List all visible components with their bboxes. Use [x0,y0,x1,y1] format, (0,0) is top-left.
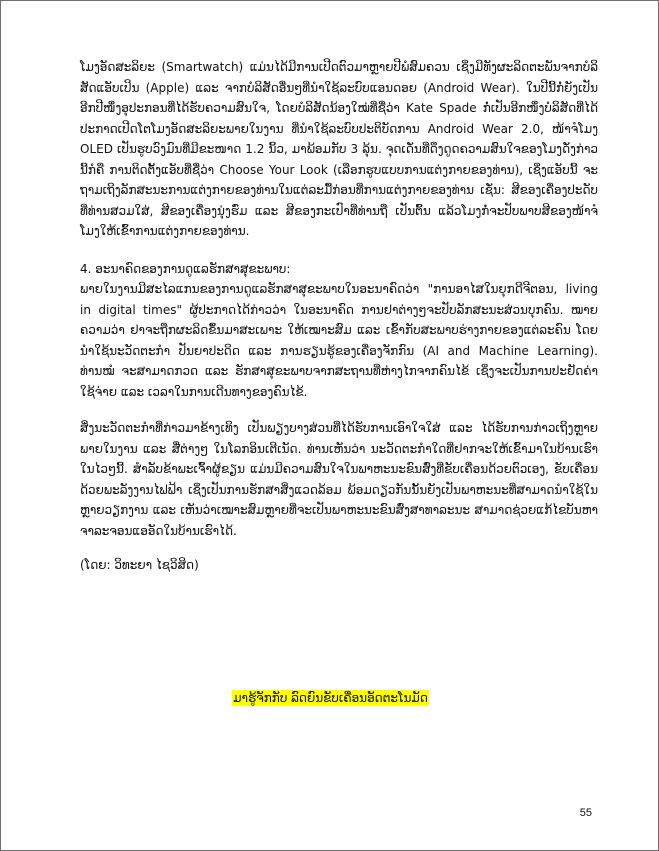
page-number: 55 [579,807,592,819]
author-credit: (ໂດຍ: ວິທະຍາ ໄຊວິສິດ) [80,558,199,572]
section-heading: 4. ອະນາຄົດຂອງການດູແລຮັກສາສຸຂະພາບ: [80,261,291,276]
paragraph-healthcare: ພາຍໃນງານມີສະໄລແກນຂອງການດູແລຮັກສາສຸຂະພາບໃນອະນາຄົດວ່າ "ການອາໄສໃນຍຸກດີຈີຕອນ, living in digital times" ຜູ້ປະກາດໄດ້ກ່າວວ່າ ໃນອະນາຄົດ ການຢາຕ່າງໆຈະປັບລັກສະນະສ່ວນບຸກຄົນ. ໝາຍຄວາມວ່າ ຢາຈະຖືກຜະລິດຂຶ້ນມາສະເພາະ ໃຫ້ເໝາະສົມ ແລະ ເຂົ້າກັບສະພາບຮ່າງກາຍຂອງແຕ່ລະຄົນ ໂດຍນຳໃຊ້ນະວັດຕະກຳ ປັນຍາປະດິດ ແລະ ການຮຽນຮູ້ຂອງເຄື່ອງຈັກກົນ (AI and Machine Learning). ທ່ານໝໍ ຈະສາມາດກວດ ແລະ ຮັກສາສຸຂະພາບຈາກສະຖານທີ່ຫ່າງໄກຈາກຄົນໄຂ້ ເຊິ່ງຈະເປັນການປະຢັດຄ່າໃຊ້ຈ່າຍ ແລະ ເວລາໃນການເດີນທາງຂອງຄົນໄຂ້. [80,282,598,399]
paragraph-spacer [80,242,598,259]
highlight-line [1,689,659,707]
highlighted-text: ມາຮູ້ຈັກກັບ ລົດຍົນຂັບເຄື່ອນອັດຕະໂນມັດ [233,691,428,705]
paragraph-conclusion: ສິ່ງນະວັດຕະກຳທີ່ກ່າວມາຂ້າງເທິງ ເປັນພຽງບາງສ່ວນທີ່ໄດ້ຮັບການເອົາໃຈໃສ່ ແລະ ໄດ້ຮັບການກ່າວເຖິງຫຼາຍພາຍໃນງານ ແລະ ສື່ຕ່າງໆ ໃນໂລກອິນເຕີເນັດ. ທ່ານເຫັນວ່າ ນະວັດຕະກຳໃດທີ່ຢາກຈະໃຫ້ເຂົ້າມາໃນບ້ານເຮົາໃນໄວໆນີ້. ສຳລັບຂ້າພະເຈົ້າຜູ້ຂຽນ ແມ່ນມີຄວາມສົນໃຈໃນພາຫະນະຂົນສົ່ງທີ່ຂັບເຄື່ອນດ້ວຍຕົວເອງ, ຂັບເຄື່ອນດ້ວຍພະລັງງານໄຟຟ້າ ເຊິ່ງເປັນການຮັກສາສິ່ງແວດລ້ອມ ພ້ອມດຽວກັນນັ້ນຍັງເປັນພາຫະນະທີ່ສາມາດນຳໃຊ້ໃນຫຼາຍວຽກງານ ແລະ ເຫັນວ່າເໝາະສົມຫຼາຍທີ່ຈະເປັນພາຫະນະຂົນສົ່ງສາທາລະນະ ສາມາດຊ່ວຍແກ້ໄຂບັນຫາຈາລະຈອນແອອັດໃນບ້ານເຮົາໄດ້. [80,421,598,538]
paragraph-spacer [80,402,598,418]
paragraph-smartwatch: ໂມງອັດສະລິຍະ (Smartwatch) ແມ່ນໄດ້ມີການເປີດຕົວມາຫຼາຍປີພໍສົມຄວນ ເຊິ່ງມີທັງຜະລິດຕະພັນຈາກບໍລິສັດແອັບເປິນ (Apple) ແລະ ຈາກບໍລິສັດອື່ນໆທີ່ນຳໃຊ້ລະບົບແອນດອຍ (Android Wear). ໃນປີນີ້ກໍ່ຍັງເປັນອີກປີໜຶ່ງອຸປະກອນທີ່ໄດ້ຮັບຄວາມສົນໃຈ, ໂດຍບໍລິສັດນ້ອງໃໝ່ທີ່ຊື່ວ່າ Kate Spade ກໍ່ເປັນອີກໜຶ່ງບໍລິສັດທີ່ໄດ້ປະກາດເປີດໂຕໂມງອັດສະລິຍະພາຍໃນງານ ທີ່ນຳໃຊ້ລະບົບປະຕິບັດການ Android Wear 2.0, ໜ້າຈໍໂມງ OLED ເປັນຮູບວົງມົນທີ່ມີຂະໜາດ 1.2 ນິ້ວ, ມາພ້ອມກັບ 3 ລຸ້ນ. ຈຸດເດັ່ນທີ່ດຶງດູດຄວາມສົນໃຈຂອງໂມງດັ່ງກ່າວນີ້ກໍຄື ການຕິດຕັ້ງແອັບທີ່ຊື່ວ່າ Choose Your Look (ເລືອກຮູບແບບການແຕ່ງກາຍຂອງທ່ານ), ເຊິ່ງແອັບນີ້ ຈະຖາມເຖິງລັກສະນະການແຕ່ງກາຍຂອງທ່ານໃນແຕ່ລະມື້ກ່ອນທີ່ການແຕ່ງກາຍຂອງທ່ານ ເຊັ່ນ: ສີຂອງເຄື່ອງປະດັບທີ່ທ່ານສວມໃສ່, ສີຂອງເຄື່ອງນຸ່ງຮົ່ມ ແລະ ສີຂອງກະເປົາທີ່ທ່ານຖື ເປັນຕົ້ນ ແລ້ວໂມງກໍ່ຈະປັບພາບສີຂອງໜ້າຈໍໂມງໃຫ້ເຂົ້າການແຕ່ງກາຍຂອງທ່ານ. [80,60,598,238]
document-body [80,57,598,576]
paragraph-spacer [80,541,598,555]
